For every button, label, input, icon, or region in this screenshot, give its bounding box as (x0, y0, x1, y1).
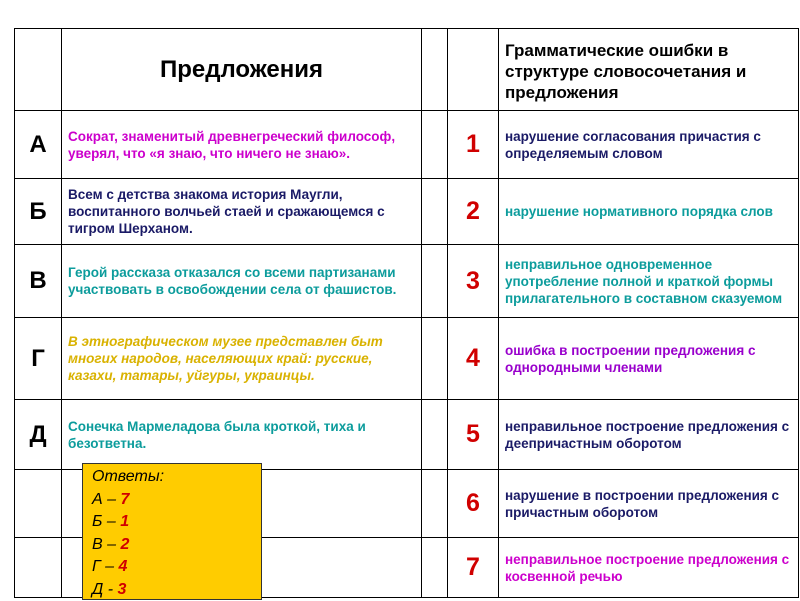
errors-header: Грамматические ошибки в структуре словосочетания и предложения (499, 29, 799, 111)
answer-number: 3 (118, 581, 127, 598)
error-description: нарушение нормативного порядка слов (499, 179, 799, 245)
error-number: 7 (448, 538, 499, 598)
table-row (15, 245, 799, 318)
error-description: неправильное построение предложения с косвенной речью (499, 538, 799, 598)
answer-letter: В – (92, 536, 116, 553)
answer-number: 4 (119, 558, 128, 575)
sentence-cell: В этнографическом музее представлен быт многих народов, населяющих край: русские, казахи, татары, уйгуры, украинцы. (62, 318, 422, 400)
error-description: неправильное одновременное употребление полной и краткой формы прилагательного в составном сказуемом (499, 245, 799, 318)
table-row (15, 318, 799, 400)
answer-letter: Г – (92, 558, 114, 575)
error-number: 3 (448, 245, 499, 318)
spacer-cell (422, 245, 448, 318)
answer-item (92, 534, 261, 557)
spacer-cell (422, 400, 448, 470)
spacer-cell (422, 318, 448, 400)
error-number: 1 (448, 111, 499, 179)
answer-letter: А – (92, 491, 116, 508)
answer-number: 2 (120, 536, 129, 553)
row-letter: Г (15, 318, 62, 400)
answers-title: Ответы: (92, 466, 261, 489)
spacer-cell (422, 470, 448, 538)
error-number: 5 (448, 400, 499, 470)
row-letter: В (15, 245, 62, 318)
answer-item (92, 489, 261, 512)
error-description: ошибка в построении предложения с однородными членами (499, 318, 799, 400)
row-letter (15, 470, 62, 538)
sentence-cell: Сократ, знаменитый древнегреческий философ, уверял, что «я знаю, что ничего не знаю». (62, 111, 422, 179)
header-spacer-cell (422, 29, 448, 111)
answers-box (82, 463, 262, 600)
answer-letter: Б – (92, 513, 116, 530)
spacer-cell (422, 538, 448, 598)
row-letter: А (15, 111, 62, 179)
header-row (15, 29, 799, 111)
spacer-cell (422, 111, 448, 179)
header-number-cell (448, 29, 499, 111)
sentence-cell: Всем с детства знакома история Маугли, воспитанного волчьей стаей и сражающемся с тигром Шерханом. (62, 179, 422, 245)
header-corner-cell (15, 29, 62, 111)
answer-letter: Д - (92, 581, 113, 598)
table-row (15, 179, 799, 245)
row-letter: Б (15, 179, 62, 245)
error-number: 2 (448, 179, 499, 245)
error-number: 4 (448, 318, 499, 400)
error-description: нарушение согласования причастия с определяемым словом (499, 111, 799, 179)
error-description: неправильное построение предложения с деепричастным оборотом (499, 400, 799, 470)
error-description: нарушение в построении предложения с причастным оборотом (499, 470, 799, 538)
row-letter (15, 538, 62, 598)
spacer-cell (422, 179, 448, 245)
sentences-header: Предложения (62, 29, 422, 111)
error-number: 6 (448, 470, 499, 538)
row-letter: Д (15, 400, 62, 470)
answer-number: 7 (120, 491, 129, 508)
answer-item (92, 556, 261, 579)
answer-item (92, 511, 261, 534)
sentence-cell: Герой рассказа отказался со всеми партизанами участвовать в освобождении села от фашистов. (62, 245, 422, 318)
answer-number: 1 (120, 513, 129, 530)
answer-item (92, 579, 261, 601)
table-row (15, 111, 799, 179)
sentence-cell: Сонечка Мармеладова была кроткой, тиха и безответна. (62, 400, 422, 470)
table-row (15, 400, 799, 470)
